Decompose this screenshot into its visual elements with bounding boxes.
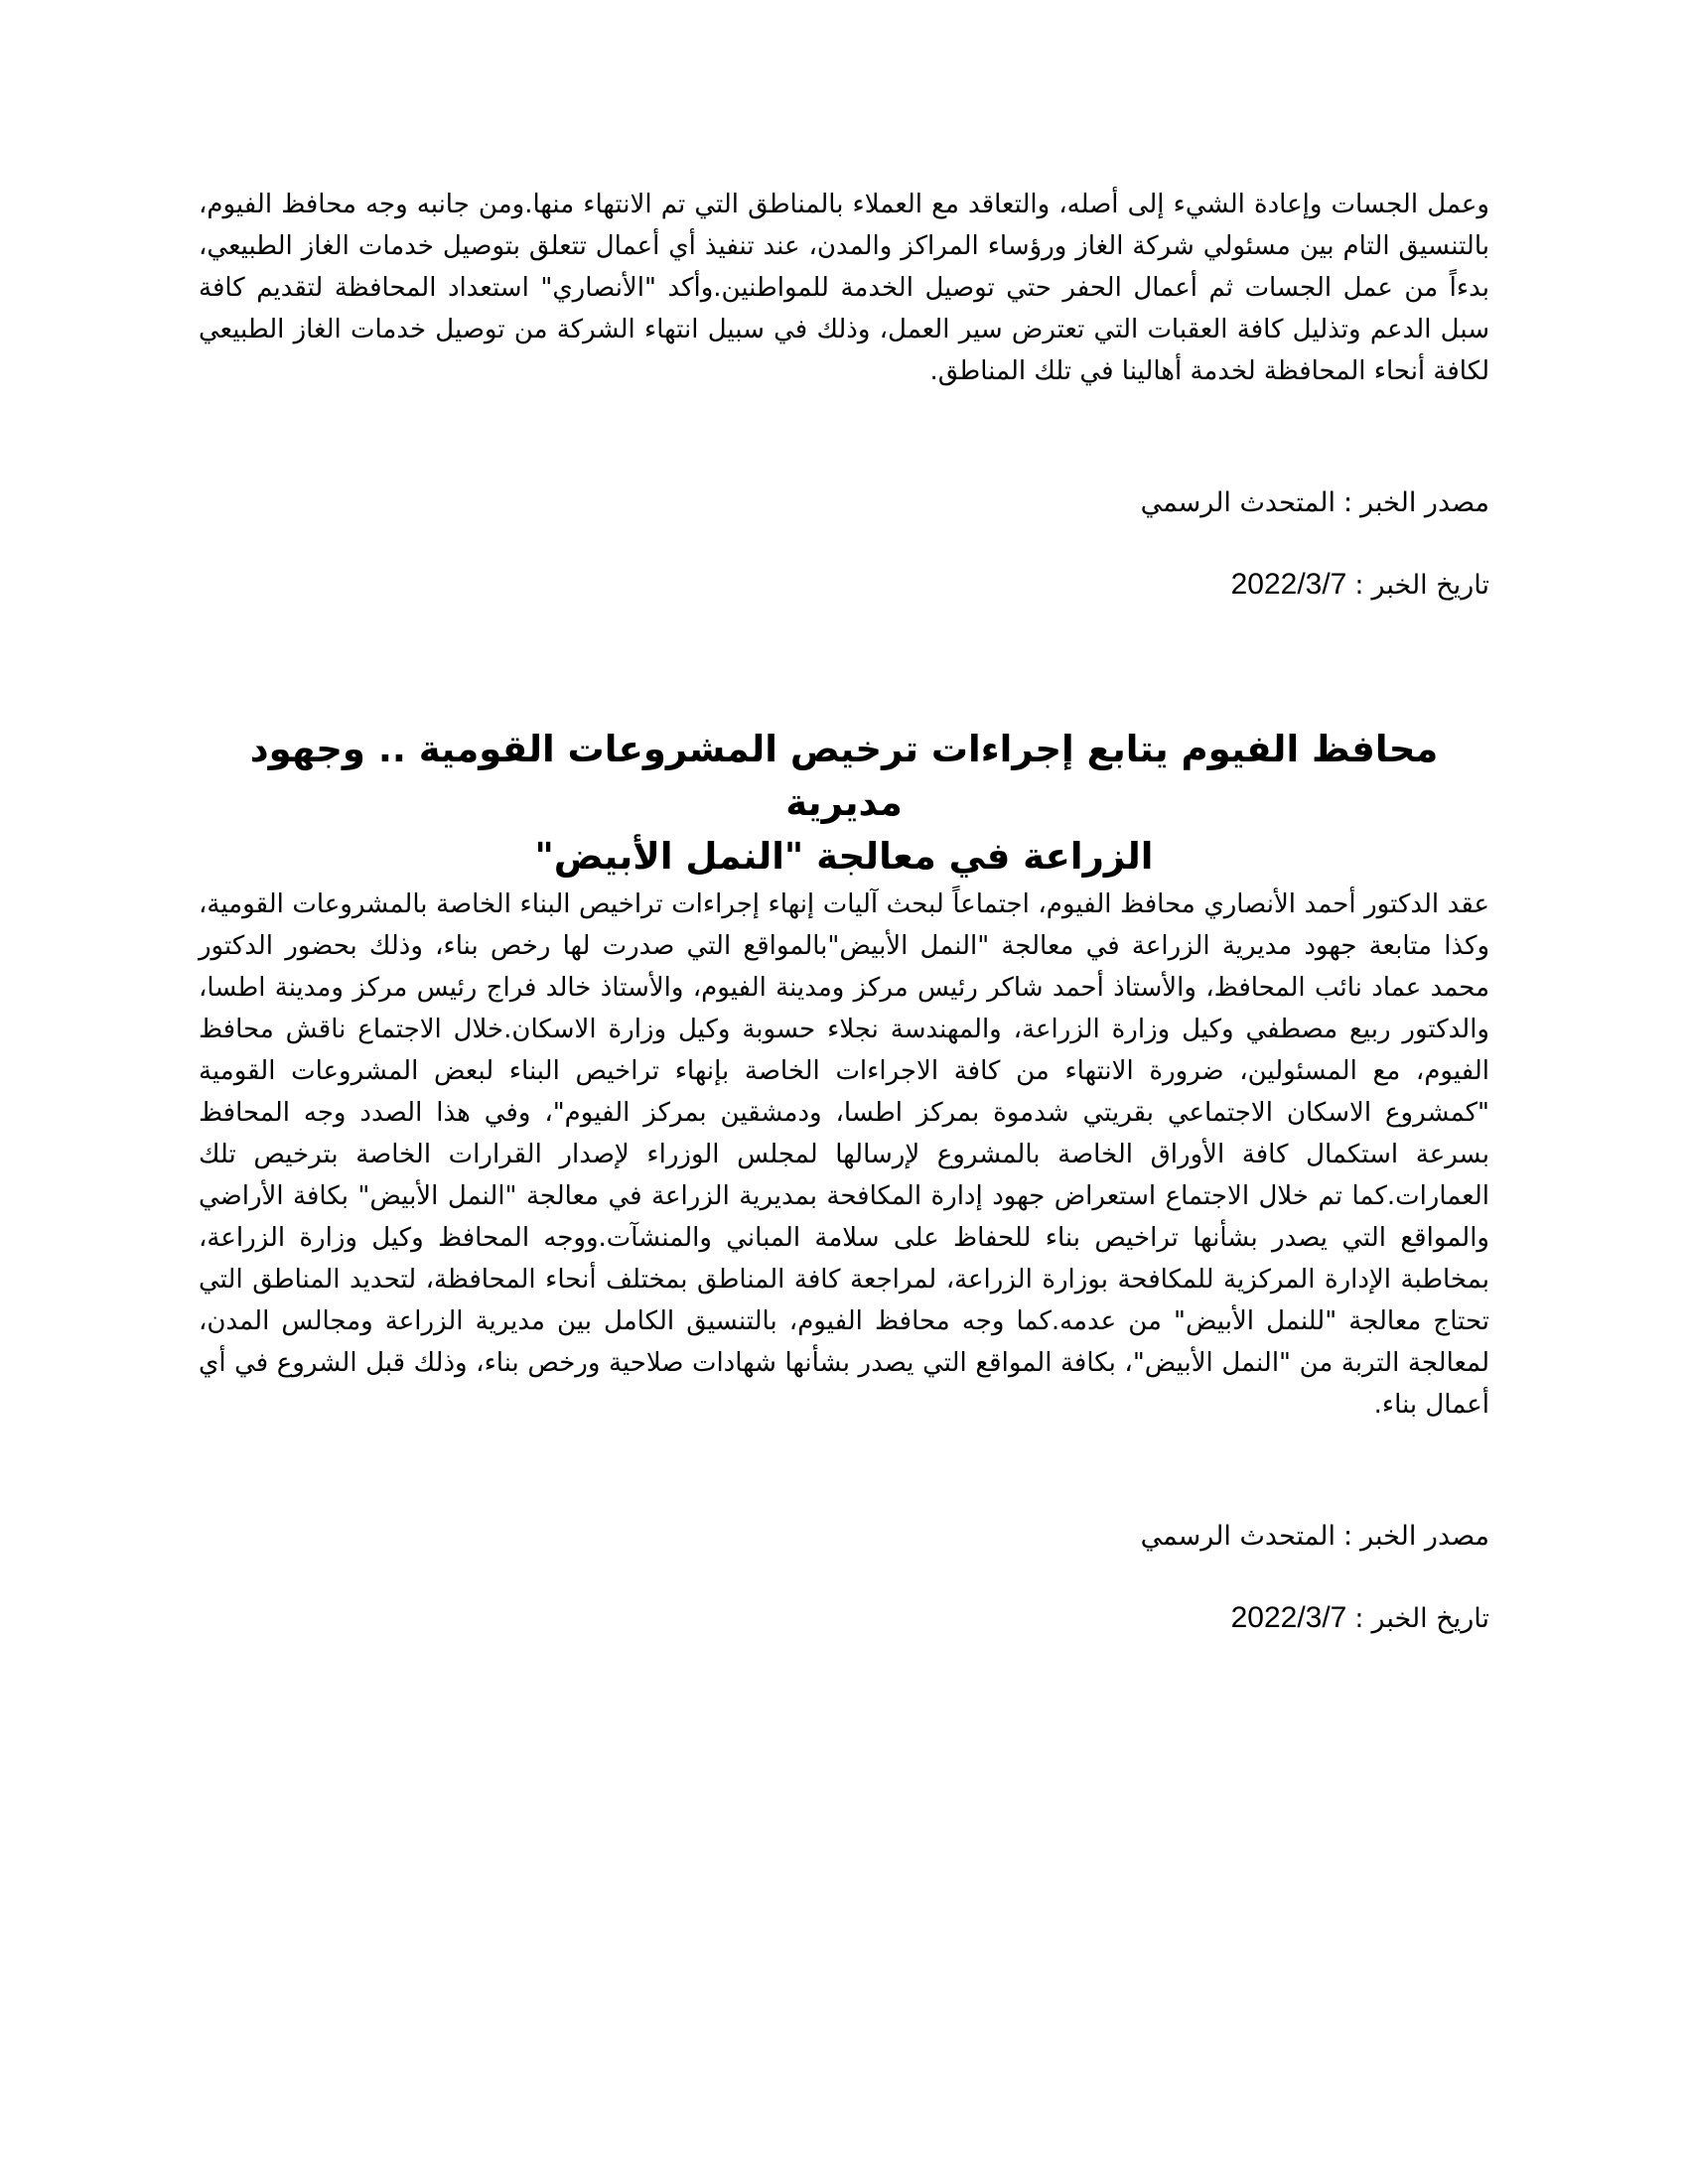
- source-label: مصدر الخبر: [1360, 487, 1489, 518]
- separator: :: [1354, 1603, 1364, 1634]
- article-2-source: [199, 1517, 1489, 1557]
- source-label: مصدر الخبر: [1360, 1521, 1489, 1552]
- article-2-body: عقد الدكتور أحمد الأنصاري محافظ الفيوم، اجتماعاً لبحث آليات إنهاء إجراءات تراخيص البناء الخاصة بالمشروعات القومية، وكذا متابعة جهود مديرية الزراعة في معالجة "النمل الأبيض"بالمواقع التي صدرت لها رخص بناء، وذلك بحضور الدكتور محمد عماد نائب المحافظ، والأستاذ أحمد شاكر رئيس مركز ومدينة الفيوم، والأستاذ خالد فراج رئيس مركز ومدينة اطسا، والدكتور ربيع مصطفي وكيل وزارة الزراعة، والمهندسة نجلاء حسوبة وكيل وزارة الاسكان.خلال الاجتماع ناقش محافظ الفيوم، مع المسئولين، ضرورة الانتهاء من كافة الاجراءات الخاصة بإنهاء تراخيص البناء لبعض المشروعات القومية "كمشروع الاسكان الاجتماعي بقريتي شدموة بمركز اطسا، ودمشقين بمركز الفيوم"، وفي هذا الصدد وجه المحافظ بسرعة استكمال كافة الأوراق الخاصة بالمشروع لإرسالها لمجلس الوزراء لإصدار القرارات الخاصة بترخيص تلك العمارات.كما تم خلال الاجتماع استعراض جهود إدارة المكافحة بمديرية الزراعة في معالجة "النمل الأبيض" بكافة الأراضي والمواقع التي يصدر بشأنها تراخيص بناء للحفاظ على سلامة المباني والمنشآت.ووجه المحافظ وكيل وزارة الزراعة، بمخاطبة الإدارة المركزية للمكافحة بوزارة الزراعة، لمراجعة كافة المناطق بمختلف أنحاء المحافظة، لتحديد المناطق التي تحتاج معالجة "للنمل الأبيض" من عدمه.كما وجه محافظ الفيوم، بالتنسيق الكامل بين مديرية الزراعة ومجالس المدن، لمعالجة التربة من "النمل الأبيض"، بكافة المواقع التي يصدر بشأنها شهادات صلاحية ورخص بناء، وذلك قبل الشروع في أي أعمال بناء.: [199, 889, 1489, 1420]
- article-1-body: وعمل الجسات وإعادة الشيء إلى أصله، والتعاقد مع العملاء بالمناطق التي تم الانتهاء منها.ومن جانبه وجه محافظ الفيوم، بالتنسيق التام بين مسئولي شركة الغاز ورؤساء المراكز والمدن، عند تنفيذ أي أعمال تتعلق بتوصيل خدمات الغاز الطبيعي، بدءاً من عمل الجسات ثم أعمال الحفر حتي توصيل الخدمة للمواطنين.وأكد "الأنصاري" استعداد المحافظة لتقديم كافة سبل الدعم وتذليل كافة العقبات التي تعترض سير العمل، وذلك في سبيل انتهاء الشركة من توصيل خدمات الغاز الطبيعي لكافة أنحاء المحافظة لخدمة أهالينا في تلك المناطق.: [199, 190, 1489, 386]
- article-2-headline: محافظ الفيوم يتابع إجراءات ترخيص المشروعات القومية .. وجهود مديرية الزراعة في معالجة "النمل الأبيض": [249, 728, 1439, 878]
- separator: :: [1354, 570, 1364, 601]
- article-1-date: [199, 565, 1489, 606]
- date-value: 2022/3/7: [1230, 568, 1347, 601]
- date-label: تاريخ الخبر: [1371, 570, 1489, 601]
- article-2-date: [199, 1598, 1489, 1639]
- date-value: 2022/3/7: [1230, 1601, 1347, 1634]
- source-value: المتحدث الرسمي: [1140, 1521, 1336, 1552]
- separator: :: [1343, 487, 1353, 518]
- source-value: المتحدث الرسمي: [1140, 487, 1336, 518]
- separator: :: [1343, 1521, 1353, 1552]
- document-page: [199, 184, 1489, 1639]
- article-1-source: [199, 483, 1489, 523]
- date-label: تاريخ الخبر: [1371, 1603, 1489, 1634]
